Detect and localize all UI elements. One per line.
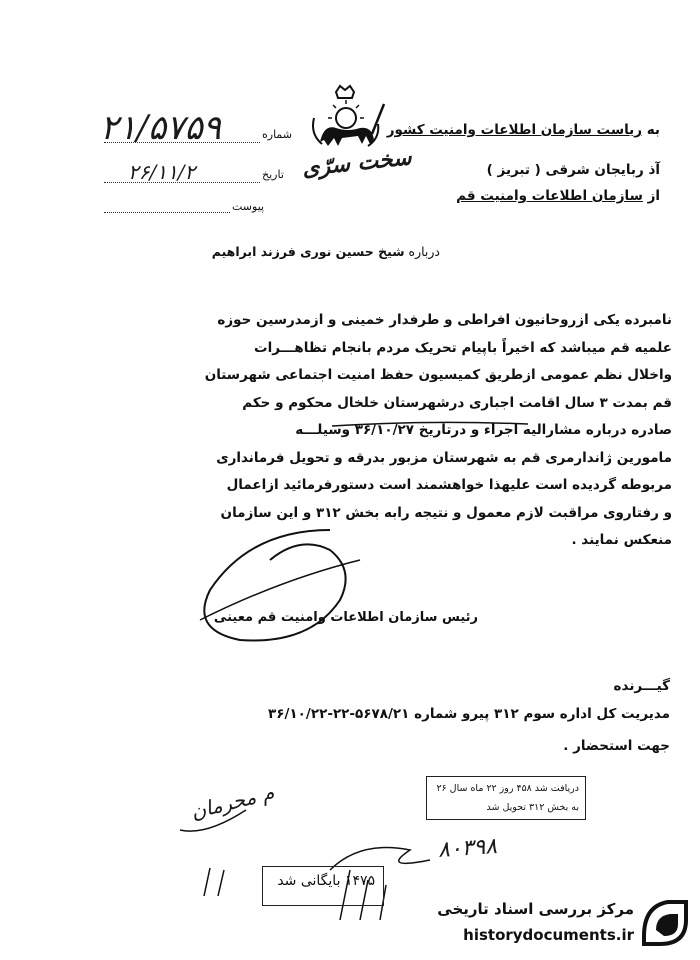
watermark-text-fa: مرکز بررسی اسناد تاریخی: [437, 900, 634, 918]
body-line: و رفتاروی مراقبت لازم معمول و نتیجه رابه بخش ۳۱۲ و این سازمان: [220, 504, 672, 521]
watermark-logo-icon: [638, 896, 692, 950]
header-from-line: [330, 188, 660, 204]
recipient-line2: جهت استحضار .: [563, 738, 670, 754]
handwritten-underline: [330, 418, 530, 430]
body-line: علمیه قم میباشد که اخیراً باپیام تحریک مردم بانجام تظاهـــرات: [254, 339, 672, 356]
handwritten-note-left: م محرمان: [188, 780, 277, 824]
watermark-text-en: historydocuments.ir: [463, 926, 634, 944]
header-attachment-dots: [104, 212, 230, 213]
body-line: واخلال نظم عمومی ازطریق کمیسیون حفظ امنیت اجتماعی شهرستان: [204, 367, 672, 383]
handwriting-scribble-left: [196, 860, 236, 900]
secret-mark: سخت سرّی: [300, 144, 413, 182]
signature-scribble: [180, 520, 380, 650]
header-to-value: ریاست سازمان اطلاعات وامنیت کشور: [386, 122, 643, 138]
watermark: [420, 888, 700, 960]
header-place-prefix: آذ: [648, 162, 660, 178]
header-date-label: تاریخ: [262, 168, 284, 181]
body-line: مربوطه گردیده است علیهذا خواهشمند است دستورفرمائید ازاعمال: [226, 477, 672, 493]
body-line: صادره درباره مشارالیه اجراء و درتاریخ ۳۶/۱۰/۲۷ وسیلـــه: [295, 422, 672, 438]
header-number-value: ۲۱/۵۷۵۹: [100, 108, 222, 148]
handwritten-number-bottom: ۸۰۳۹۸: [437, 833, 498, 864]
header-from-prefix: از: [647, 188, 660, 204]
header-to-line: [330, 122, 660, 138]
body-line: مامورین ژاندارمری قم به شهرستان مزبور بدرقه و تحویل فرمانداری: [216, 449, 672, 466]
header-from-value: سازمان اطلاعات وامنیت قم: [456, 188, 643, 204]
header-to-prefix: به: [646, 122, 660, 138]
header-place-line: [485, 162, 660, 178]
header-date-value: ۲۶/۱۱/۲: [128, 160, 196, 184]
receipt-stamp-line1: دریافت شد ۴۵۸ روز ۲۲ ماه سال ۲۶: [436, 783, 579, 794]
archive-stamp: [262, 866, 384, 906]
subject-prefix: درباره: [408, 244, 440, 259]
signature-line: رئیس سازمان اطلاعات وامنیت قم معینی: [213, 610, 478, 625]
header-number-label: شماره: [262, 128, 293, 141]
recipient-heading: گیـــرنده: [613, 678, 670, 694]
recipient-line1: مدیریت کل اداره سوم ۳۱۲ پیرو شماره ۵۶۷۸/۲۱-۲۲-۳۶/۱۰/۲۲: [268, 706, 670, 722]
body-line: نامبرده یکی ازروحانیون افراطی و طرفدار خمینی و ازمدرسین حوزه: [217, 312, 672, 328]
body-line: منعکس نمایند .: [571, 532, 672, 548]
receipt-stamp: [426, 776, 586, 820]
lion-sun-emblem-icon: [302, 84, 388, 154]
header-place-value: ربایجان شرقی ( تبریز ): [486, 162, 644, 178]
handwriting-stroke: [176, 800, 256, 840]
archive-stamp-text: ۱۴۷۵ بایگانی شد: [277, 873, 375, 889]
subject-line: [212, 244, 440, 259]
subject-value: شیخ حسین نوری فرزند ابراهیم: [211, 244, 405, 259]
body-line: قم بمدت ۳ سال اقامت اجباری درشهرستان خلخال محکوم و حکم: [242, 394, 672, 411]
receipt-stamp-line2: به بخش ۳۱۲ تحویل شد: [486, 802, 579, 813]
header-attachment-label: پیوست: [232, 200, 265, 213]
